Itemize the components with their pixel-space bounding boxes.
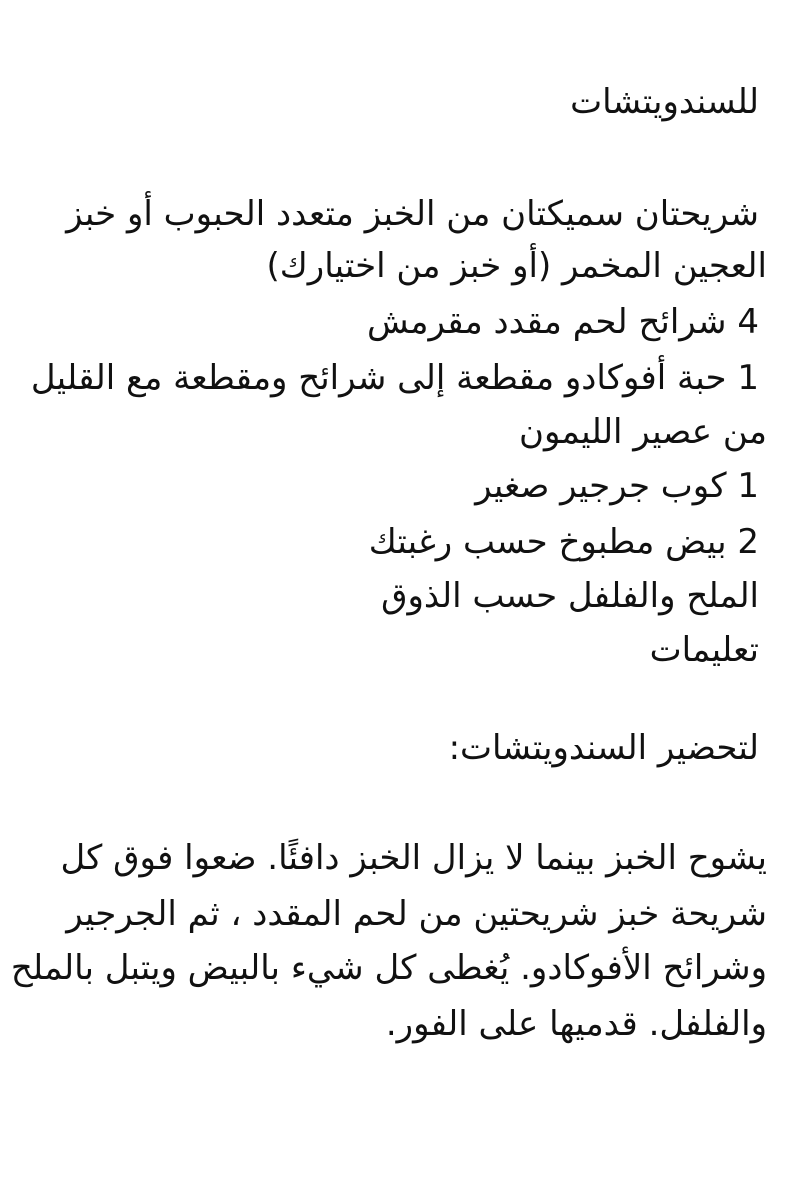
instructions-heading: تعليمات: [649, 630, 759, 670]
instruction-line: يشوح الخبز بينما لا يزال الخبز دافئًا. ضعوا فوق كل: [60, 838, 767, 878]
ingredient-line: 2 بيض مطبوخ حسب رغبتك: [368, 522, 759, 562]
ingredient-line: الملح والفلفل حسب الذوق: [381, 576, 759, 616]
section-header: للسندويتشات: [570, 82, 759, 122]
ingredient-line: 1 حبة أفوكادو مقطعة إلى شرائح ومقطعة مع القليل: [30, 358, 759, 398]
instruction-line: وشرائح الأفوكادو. يُغطى كل شيء بالبيض ويتبل بالملح: [10, 948, 767, 988]
instruction-line: والفلفل. قدميها على الفور.: [385, 1004, 767, 1044]
ingredient-line: 4 شرائح لحم مقدد مقرمش: [366, 302, 759, 342]
ingredient-line: 1 كوب جرجير صغير: [475, 466, 759, 506]
instruction-line: شريحة خبز شريحتين من لحم المقدد ، ثم الجرجير: [66, 894, 767, 934]
ingredient-line: العجين المخمر (أو خبز من اختيارك): [266, 246, 767, 286]
ingredient-line: شريحتان سميكتان من الخبز متعدد الحبوب أو خبز: [66, 194, 759, 234]
preparation-heading: لتحضير السندويتشات:: [448, 728, 759, 768]
ingredient-line: من عصير الليمون: [518, 412, 767, 452]
